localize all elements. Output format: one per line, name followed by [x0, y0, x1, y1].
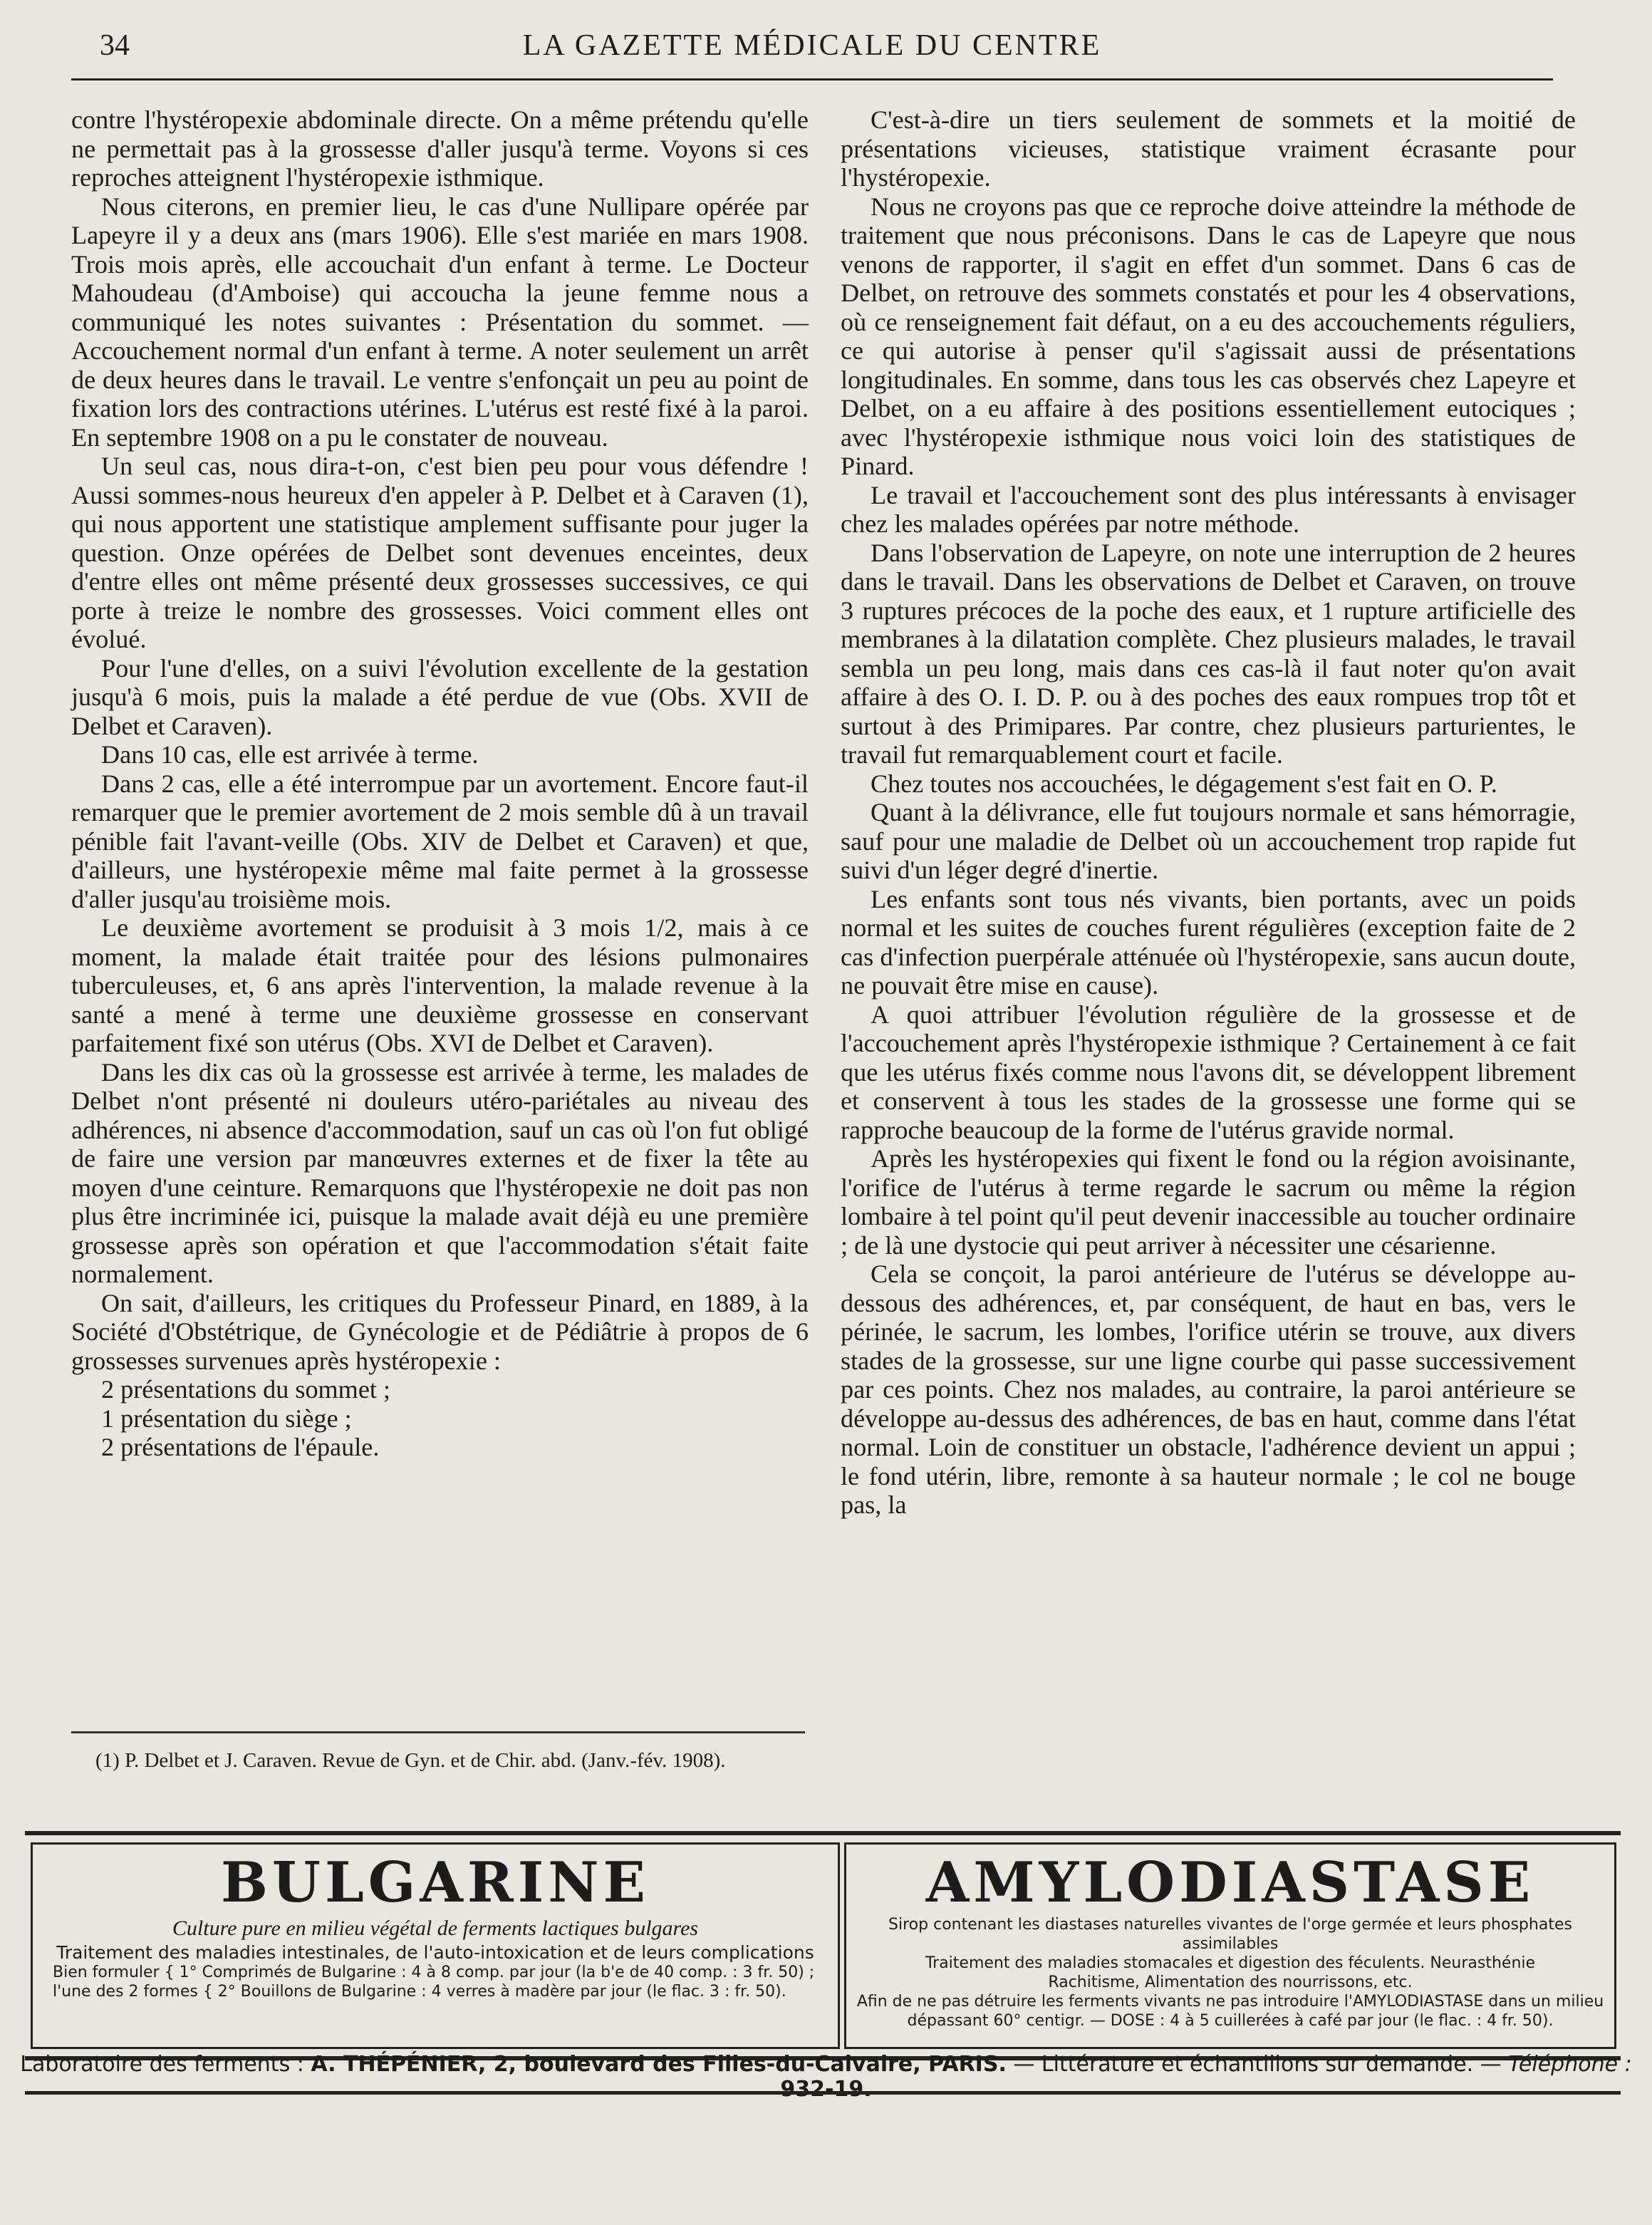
ad-indication: Traitement des maladies stomacales et digestion des féculents. Neurasthénie	[925, 1954, 1536, 1972]
paragraph: Pour l'une d'elles, on a suivi l'évolution excellente de la gestation jusqu'à 6 mois, puis la malade a été perdue de vue (Obs. XVII de Delbet et Caraven).	[71, 653, 809, 740]
ad-dosage: l'une des 2 formes { 2° Bouillons de Bulgarine : 4 verres à madère par jour (le flac. 3 : fr. 50).	[53, 1983, 786, 2001]
paragraph: On sait, d'ailleurs, les critiques du Professeur Pinard, en 1889, à la Société d'Obstétrique, de Gynécologie et de Pédiâtrie à propos de 6 grossesses survenues après hystéropexie :	[71, 1288, 809, 1375]
paragraph: A quoi attribuer l'évolution régulière de la grossesse et de l'accouchement après l'hystéropexie isthmique ? Certainement à ce fait que les utérus fixés comme nous l'avons dit, se développent librement et conservent à tous les stades de la grossesse une forme qui se rapproche beaucoup de la forme de l'utérus gravide normal.	[841, 1000, 1576, 1144]
running-head	[71, 28, 1553, 81]
paragraph: Les enfants sont tous nés vivants, bien portants, avec un poids normal et les suites de couches furent régulières (exception faite de 2 cas d'infection puerpérale atténuée où l'hystéropexie, sans aucun doute, ne pouvait être mise en cause).	[841, 884, 1576, 1000]
ad-indication: Rachitisme, Alimentation des nourrissons, etc.	[1048, 1974, 1413, 1991]
paragraph: Dans les dix cas où la grossesse est arrivée à terme, les malades de Delbet n'ont présenté ni douleurs utéro-pariétales au niveau des adhérences, ni absence d'accommodation, sauf un cas où l'on fut obligé de faire une version par manœuvres externes et de fixer la tête au moyen d'une ceinture. Remarquons que l'hystéropexie ne doit pas non plus être incriminée ici, puisque la malade avait déjà eu une première grossesse après son opération et que l'accommodation s'était faite normalement.	[71, 1057, 809, 1288]
left-column	[71, 105, 809, 1462]
advertisement-band	[25, 1831, 1621, 2060]
paragraph: Nous ne croyons pas que ce reproche doive atteindre la méthode de traitement que nous préconisons. Dans le cas de Lapeyre que nous venons de rapporter, il s'agit en effet d'un sommet. Dans 6 cas de Delbet, on retrouve des sommets constatés et pour les 4 observations, où ce renseignement fait défaut, on a eu des accouchements réguliers, ce qui autorise à penser qu'il s'agissait aussi de présentations longitudinales. En somme, dans tous les cas observés chez Lapeyre et Delbet, on a eu affaire à des positions essentiellement eutociques ; avec l'hystéropexie isthmique nous voici loin des statistiques de Pinard.	[841, 192, 1576, 480]
paragraph: Chez toutes nos accouchées, le dégagement s'est fait en O. P.	[871, 769, 1497, 798]
phone-label: Téléphone :	[1508, 2052, 1632, 2077]
footnote-rule	[71, 1731, 805, 1733]
phone-number: 932-19.	[780, 2077, 872, 2102]
ad-dosage: Bien formuler { 1° Comprimés de Bulgarine : 4 à 8 comp. par jour (la b'e de 40 comp. : 3 fr. 50) ;	[53, 1964, 815, 1981]
paragraph: Dans 10 cas, elle est arrivée à terme.	[101, 740, 479, 769]
paragraph: Cela se conçoit, la paroi antérieure de l'utérus se développe au-dessous des adhérences, et, par conséquent, de haut en bas, vers le périnée, le sacrum, les lombes, l'orifice utérin se trouve, aux divers stades de la grossesse, sur une ligne courbe qui passe successivement par ces points. Chez nos malades, au contraire, la paroi antérieure se développe au-dessus des adhérences, de bas en haut, comme dans l'état normal. Loin de constituer un obstacle, l'adhérence devient un appui ; le fond utérin, libre, remonte à sa hauteur normale ; le col ne bouge pas, la	[841, 1260, 1576, 1519]
journal-title: LA GAZETTE MÉDICALE DU CENTRE	[522, 29, 1102, 62]
paragraph: Quant à la délivrance, elle fut toujours normale et sans hémorragie, sauf pour une maladie de Delbet où un accouchement trop rapide fut suivi d'un léger degré d'inertie.	[841, 798, 1576, 884]
ad-product-name: BULGARINE	[221, 1850, 650, 1915]
lab-name: A. THÉPÉNIER, 2, boulevard des Filles-du-Calvaire, PARIS.	[311, 2052, 1007, 2077]
paragraph: Le travail et l'accouchement sont des plus intéressants à envisager chez les malades opérées par notre méthode.	[841, 480, 1576, 538]
ad-warning: Afin de ne pas détruire les ferments vivants ne pas introduire l'AMYLODIASTASE dans un milieu	[856, 1993, 1604, 2011]
ad-description: Sirop contenant les diastases naturelles vivantes de l'orge germée et leurs phosphates assimilables	[888, 1916, 1572, 1953]
paragraph: Après les hystéropexies qui fixent le fond ou la région avoisinante, l'orifice de l'utérus à terme regarde le sacrum ou même la région lombaire à tel point qu'il peut devenir inaccessible au toucher ordinaire ; de là une dystocie qui peut arriver à nécessiter une césarienne.	[841, 1144, 1576, 1260]
paragraph: Un seul cas, nous dira-t-on, c'est bien peu pour vous défendre ! Aussi sommes-nous heureux d'en appeler à P. Delbet et à Caraven (1), qui nous apportent une statistique amplement suffisante pour juger la question. Onze opérées de Delbet sont devenues enceintes, deux d'entre elles ont même présenté deux grossesses successives, ce qui porte à treize le nombre des grossesses. Voici comment elles ont évolué.	[71, 452, 809, 653]
paragraph: Nous citerons, en premier lieu, le cas d'une Nullipare opérée par Lapeyre il y a deux ans (mars 1906). Elle s'est mariée en mars 1908. Trois mois après, elle accouchait d'un enfant à terme. Le Docteur Mahoudeau (d'Amboise) qui accoucha la jeune femme nous a communiqué les notes suivantes : Présentation du sommet. — Accouchement normal d'un enfant à terme. A noter seulement un arrêt de deux heures dans le travail. Le ventre s'enfonçait un peu au point de fixation lors des contractions utérines. L'utérus est resté fixé à la paroi. En septembre 1908 on a pu le constater de nouveau.	[71, 192, 809, 452]
ad-dosage: dépassant 60° centigr. — DOSE : 4 à 5 cuillerées à café par jour (le flac. : 4 fr. 50).	[907, 2012, 1554, 2030]
ad-indication: Traitement des maladies intestinales, de l'auto-intoxication et de leurs complications	[56, 1942, 814, 1963]
amylodiastase-ad	[844, 1842, 1616, 2049]
paragraph: contre l'hystéropexie abdominale directe. On a même prétendu qu'elle ne permettait pas à la grossesse d'aller jusqu'à terme. Voyons si ces reproches atteignent l'hystéropexie isthmique.	[71, 105, 809, 192]
list-item: 2 présentations de l'épaule.	[101, 1433, 380, 1461]
list-item: 1 présentation du siège ;	[101, 1404, 352, 1433]
lab-prefix: Laboratoire des ferments :	[20, 2052, 304, 2077]
ad-product-name: AMYLODIASTASE	[925, 1850, 1535, 1915]
bulgarine-ad	[31, 1842, 840, 2049]
paragraph: Le deuxième avortement se produisit à 3 mois 1/2, mais à ce moment, la malade était traitée pour des lésions pulmonaires tuberculeuses, et, 6 ans après l'intervention, la malade revenue à la santé a mené à terme une deuxième grossesse en conservant parfaitement fixé son utérus (Obs. XVI de Delbet et Caraven).	[71, 913, 809, 1057]
list-item: 2 présentations du sommet ;	[101, 1375, 391, 1404]
bottom-rule	[25, 2091, 1621, 2095]
paragraph: C'est-à-dire un tiers seulement de sommets et la moitié de présentations vicieuses, statistique vraiment écrasante pour l'hystéropexie.	[841, 105, 1576, 192]
footnote: (1) P. Delbet et J. Caraven. Revue de Gyn. et de Chir. abd. (Janv.-fév. 1908).	[95, 1749, 726, 1772]
ad-tagline: Culture pure en milieu végétal de ferments lactiques bulgares	[172, 1917, 699, 1940]
lab-suffix: — Littérature et échantillons sur demande. —	[1013, 2052, 1502, 2077]
paragraph: Dans l'observation de Lapeyre, on note une interruption de 2 heures dans le travail. Dans les observations de Delbet et Caraven, on trouve 3 ruptures précoces de la poche des eaux, et 1 rupture artificielle des membranes à la dilatation complète. Chez plusieurs malades, le travail sembla un peu long, mais dans ces cas-là il faut noter qu'on avait affaire à des O. I. D. P. ou à des poches des eaux rompues trop tôt et surtout à des Primipares. Par contre, chez plusieurs parturientes, le travail fut remarquablement court et facile.	[841, 538, 1576, 769]
page-number: 34	[100, 29, 130, 62]
right-column	[841, 105, 1576, 1520]
paragraph: Dans 2 cas, elle a été interrompue par un avortement. Encore faut-il remarquer que le premier avortement de 2 mois semble dû à un travail pénible fait l'avant-veille (Obs. XIV de Delbet et Caraven) et que, d'ailleurs, une hystéropexie même mal faite permet à la grossesse d'aller jusqu'au troisième mois.	[71, 769, 809, 913]
